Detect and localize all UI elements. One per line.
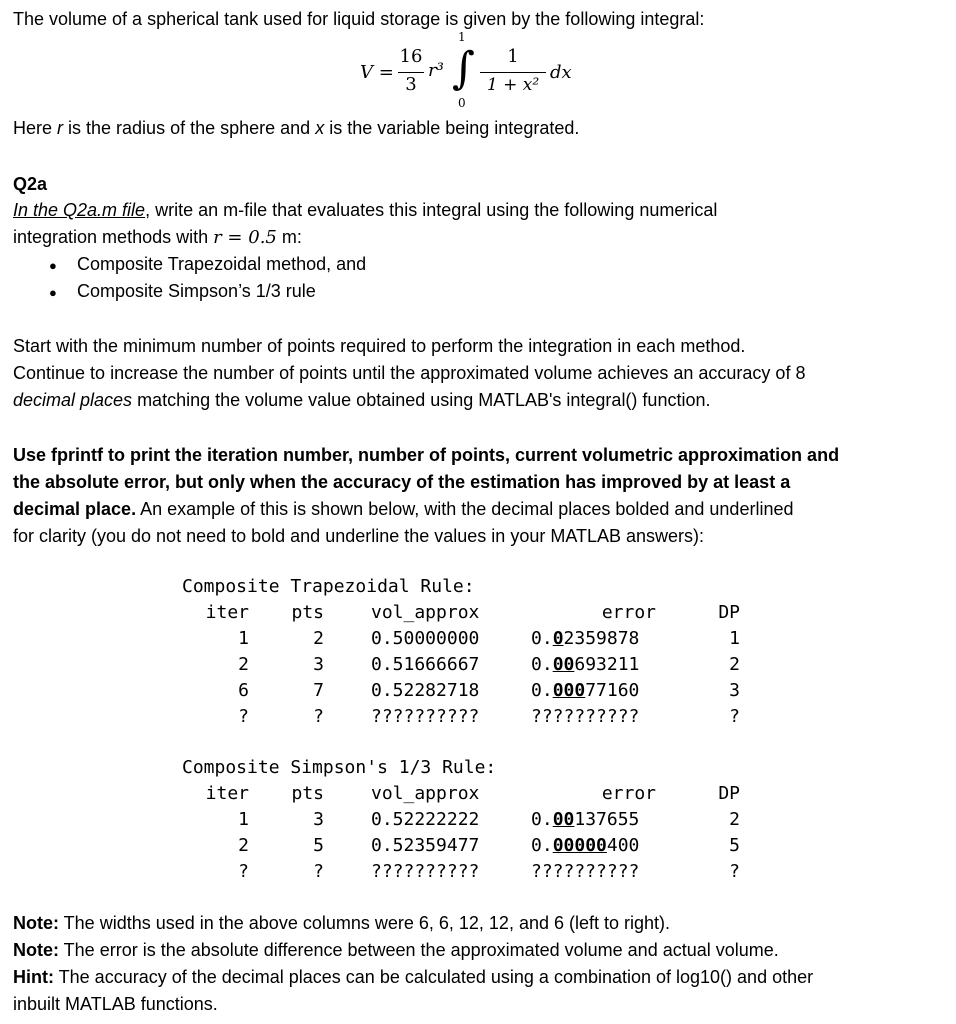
integrand-num: 1 — [507, 46, 519, 67]
integral-upper-limit: 1 — [458, 30, 466, 44]
dp-cell: 2 — [729, 654, 740, 675]
simpson-output — [182, 755, 762, 890]
pts-cell: ? — [313, 861, 324, 882]
q2a-file-link[interactable]: In the Q2a.m file — [13, 200, 146, 220]
iter-cell: 1 — [238, 809, 249, 830]
hint-line-1: Hint: The accuracy of the decimal places can be calculated using a combination of log10() and other — [13, 967, 814, 987]
method-item-simpson: ● Composite Simpson’s 1/3 rule — [13, 278, 366, 305]
method-list — [13, 251, 366, 305]
fprintf-line-1: Use fprintf to print the iteration number, number of points, current volumetric approximation and — [13, 445, 840, 465]
trapezoidal-output — [182, 574, 762, 734]
error-cell: 0.00693211 — [531, 654, 640, 675]
note-widths: Note: The widths used in the above columns were 6, 6, 12, 12, and 6 (left to right). — [13, 913, 671, 933]
dp-cell: ? — [729, 706, 740, 727]
vol-approx-cell: ?????????? — [371, 861, 480, 882]
trapezoidal-row — [182, 678, 762, 704]
equation-dx: dx — [550, 62, 572, 83]
pts-cell: 3 — [313, 809, 324, 830]
vol-approx-cell: 0.52359477 — [371, 835, 480, 856]
trapezoidal-title: Composite Trapezoidal Rule: — [182, 576, 475, 597]
definitions-text: Here r is the radius of the sphere and x is the variable being integrated. — [13, 118, 580, 138]
fprintf-line-3: decimal place. An example of this is shown below, with the decimal places bolded and underlined — [13, 499, 794, 519]
equation-coef-num: 16 — [399, 46, 423, 67]
equation-r-cubed: r³ — [428, 60, 444, 81]
integral-lower-limit: 0 — [458, 96, 466, 110]
error-cell: 0.02359878 — [531, 628, 640, 649]
trapezoidal-row — [182, 652, 762, 678]
iter-cell: 2 — [238, 654, 249, 675]
integral-sign: ∫ — [452, 43, 475, 94]
equation-lhs: V = — [360, 62, 394, 83]
pts-cell: 2 — [313, 628, 324, 649]
vol-approx-cell: 0.52222222 — [371, 809, 480, 830]
iter-cell: ? — [238, 706, 249, 727]
intro-text: The volume of a spherical tank used for liquid storage is given by the following integral: — [13, 9, 705, 29]
start-line-3: decimal places matching the volume value obtained using MATLAB's integral() function. — [13, 390, 711, 410]
pts-cell: 3 — [313, 654, 324, 675]
iter-cell: ? — [238, 861, 249, 882]
volume-equation — [360, 30, 590, 120]
note-error: Note: The error is the absolute difference between the approximated volume and actual volume. — [13, 940, 779, 960]
iter-cell: 1 — [238, 628, 249, 649]
q2a-line-1: In the Q2a.m file, write an m-file that evaluates this integral using the following numerical — [13, 200, 718, 220]
fprintf-line-4: for clarity (you do not need to bold and underline the values in your MATLAB answers): — [13, 526, 705, 546]
q2a-line-2: integration methods with r = 0.5 m: — [13, 227, 302, 248]
dp-cell: 5 — [729, 835, 740, 856]
error-cell: ?????????? — [531, 861, 640, 882]
vol-approx-cell: 0.52282718 — [371, 680, 480, 701]
error-cell: 0.00077160 — [531, 680, 640, 701]
pts-cell: ? — [313, 706, 324, 727]
dp-cell: 1 — [729, 628, 740, 649]
vol-approx-cell: ?????????? — [371, 706, 480, 727]
trapezoidal-header-row: iter pts vol_approx error DP — [205, 602, 740, 623]
start-line-2: Continue to increase the number of points until the approximated volume achieves an accuracy of 8 — [13, 363, 806, 383]
trapezoidal-row — [182, 626, 762, 652]
fprintf-line-2: the absolute error, but only when the accuracy of the estimation has improved by at least a — [13, 472, 791, 492]
dp-cell: 2 — [729, 809, 740, 830]
dp-cell: 3 — [729, 680, 740, 701]
start-line-1: Start with the minimum number of points required to perform the integration in each method. — [13, 336, 746, 356]
error-cell: 0.00137655 — [531, 809, 640, 830]
simpson-header-row: iter pts vol_approx error DP — [205, 783, 740, 804]
integrand-den: 1 + x² — [486, 75, 540, 95]
error-cell: ?????????? — [531, 706, 640, 727]
vol-approx-cell: 0.51666667 — [371, 654, 480, 675]
method-item-trapezoidal: ● Composite Trapezoidal method, and — [13, 251, 366, 278]
q2a-heading: Q2a — [13, 174, 48, 194]
dp-cell: ? — [729, 861, 740, 882]
error-cell: 0.00000400 — [531, 835, 640, 856]
simpson-row — [182, 859, 762, 885]
pts-cell: 7 — [313, 680, 324, 701]
iter-cell: 6 — [238, 680, 249, 701]
equation-coef-den: 3 — [405, 74, 417, 95]
trapezoidal-row — [182, 704, 762, 730]
hint-line-2: inbuilt MATLAB functions. — [13, 994, 218, 1014]
iter-cell: 2 — [238, 835, 249, 856]
simpson-row — [182, 807, 762, 833]
pts-cell: 5 — [313, 835, 324, 856]
vol-approx-cell: 0.50000000 — [371, 628, 480, 649]
simpson-row — [182, 833, 762, 859]
simpson-title: Composite Simpson's 1/3 Rule: — [182, 757, 497, 778]
